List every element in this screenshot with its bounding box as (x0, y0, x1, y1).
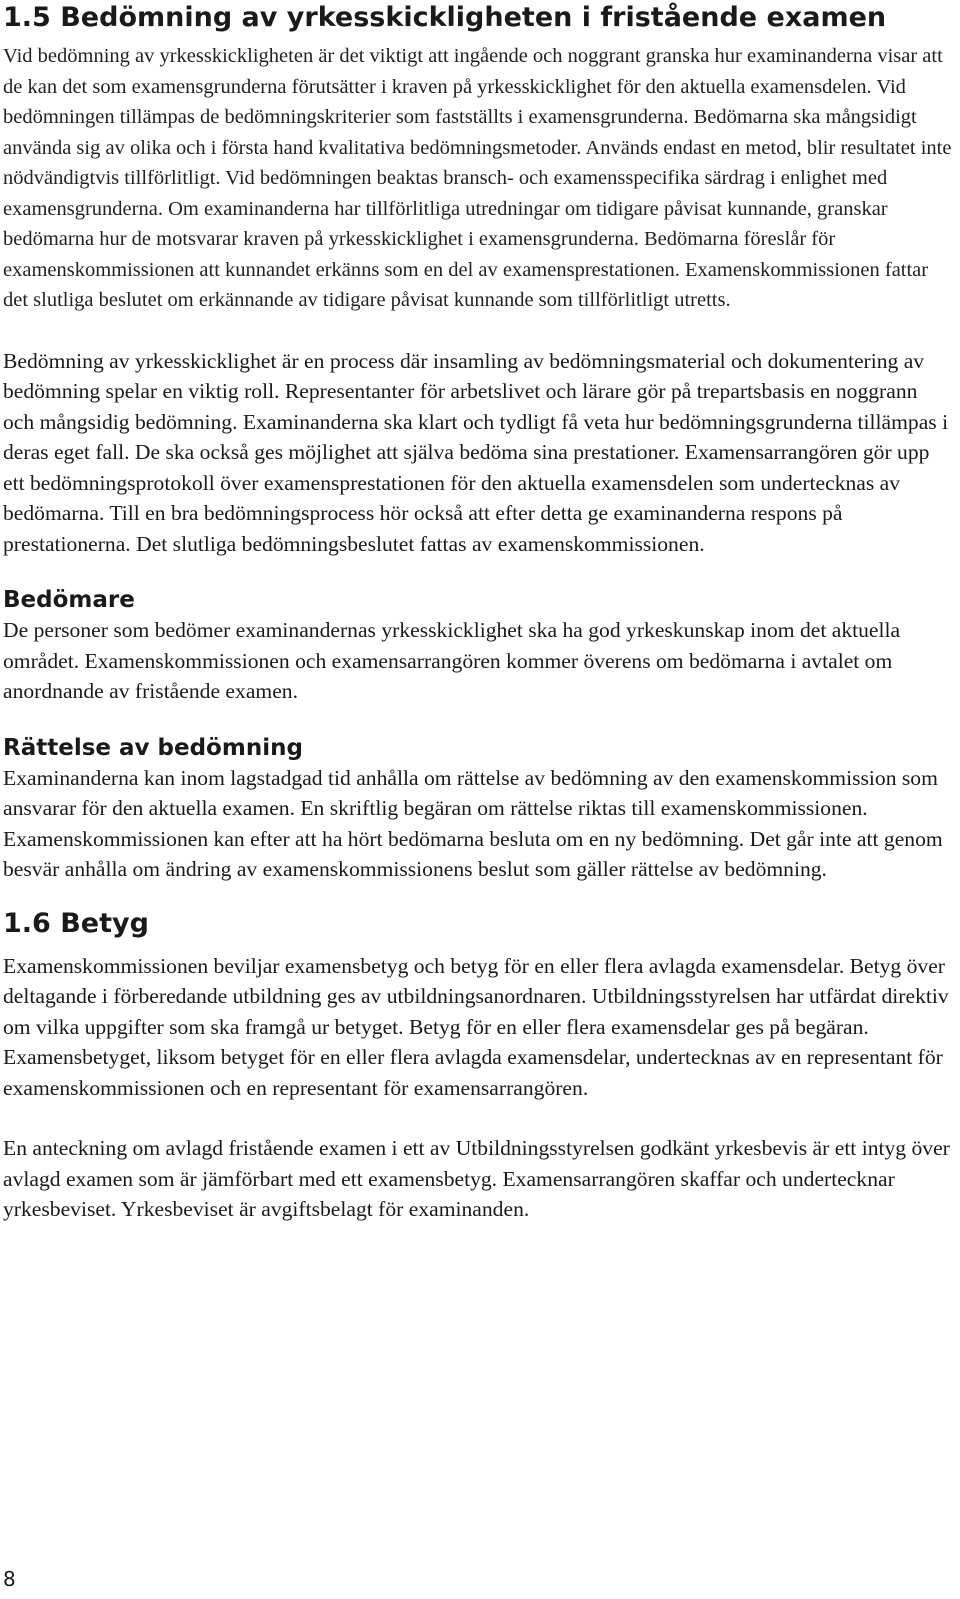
paragraph-spacer (3, 1103, 953, 1133)
paragraph-spacer (3, 316, 953, 346)
section-1-6-heading: 1.6 Betyg (3, 907, 149, 939)
section-1-5-paragraph-2: Bedömning av yrkesskicklighet är en process där insamling av bedömningsmaterial och dokumentering av bedömning spelar en viktig roll. Representanter för arbetslivet och lärare gör på trepartsbasis en noggrann och mångsidig bedömning. Examinanderna ska klart och tydligt få veta hur bedömningsgrunderna tillämpas i deras eget fall. De ska också ges möjlighet att själva bedöma sina prestationer. Examensarrangören gör upp ett bedömningsprotokoll över examensprestationen för den aktuella examensdelen som undertecknas av bedömarna. Till en bra bedömningsprocess hör också att efter detta ge examinanderna respons på prestationerna. Det slutliga bedömningsbeslutet fattas av examenskommissionen. (3, 348, 949, 556)
paragraph-spacer (3, 559, 953, 585)
page-number: 8 (3, 1567, 16, 1591)
bedomare-paragraph: De personer som bedömer examinandernas yrkesskicklighet ska ha god yrkeskunskap inom det aktuella området. Examenskommissionen och examensarrangören kommer överens om bedömarna i avtalet om anordnande av fristående examen. (3, 618, 901, 703)
rattelse-heading: Rättelse av bedömning (3, 734, 303, 761)
rattelse-paragraph: Examinanderna kan inom lagstadgad tid anhålla om rättelse av bedömning av den examenskommission som ansvarar för den aktuella examen. En skriftlig begäran om rättelse riktas till examenskommissionen. Examenskommissionen kan efter att ha hört bedömarna besluta om en ny bedömning. Det går inte att genom besvär anhålla om ändring av examenskommissionens beslut som gäller rättelse av bedömning. (3, 765, 943, 881)
paragraph-spacer (3, 707, 953, 733)
bedomare-heading: Bedömare (3, 587, 135, 613)
section-1-6-paragraph-1: Examenskommissionen beviljar examensbetyg och betyg för en eller flera avlagda examensdelar. Betyg över deltagande i förberedande utbildning ges av utbildningsanordnaren. Utbildningsstyrelsen har utfärdat direktiv om vilka uppgifter som ska framgå ur betyget. Betyg för en eller flera examensdelar ges på begäran. Examensbetyget, liksom betyget för en eller flera avlagda examensdelar, undertecknas av en representant för examenskommissionen och en representant för examensarrangören. (3, 953, 949, 1100)
document-page (3, 0, 953, 1225)
section-1-5-paragraph-1: Vid bedömning av yrkesskickligheten är det viktigt att ingående och noggrant granska hur examinanderna visar att de kan det som examensgrunderna förutsätter i kraven på yrkesskicklighet för den aktuella examensdelen. Vid bedömningen tillämpas de bedömningskriterier som fastställts i examensgrunderna. Bedömarna ska mångsidigt använda sig av olika och i första hand kvalitativa bedömningsmetoder. Används endast en metod, blir resultatet inte nödvändigtvis tillförlitligt. Vid bedömningen beaktas bransch- och examensspecifika särdrag i enlighet med examensgrunderna. Om examinanderna har tillförlitliga utredningar om tidigare påvisat kunnande, granskar bedömarna hur de motsvarar kraven på yrkesskicklighet i examensgrunderna. Bedömarna föreslår för examenskommissionen att kunnandet erkänns som en del av examensprestationen. Examenskommissionen fattar det slutliga beslutet om erkännande av tidigare påvisat kunnande som tillförlitligt utretts. (3, 45, 952, 311)
paragraph-spacer (3, 885, 953, 907)
section-1-6-paragraph-2: En anteckning om avlagd fristående examen i ett av Utbildningsstyrelsen godkänt yrkesbevis är ett intyg över avlagd examen som är jämförbart med ett examensbetyg. Examensarrangören skaffar och undertecknar yrkesbeviset. Yrkesbeviset är avgiftsbelagt för examinanden. (3, 1136, 950, 1221)
section-1-5-heading: 1.5 Bedömning av yrkesskickligheten i fristående examen (3, 2, 887, 33)
